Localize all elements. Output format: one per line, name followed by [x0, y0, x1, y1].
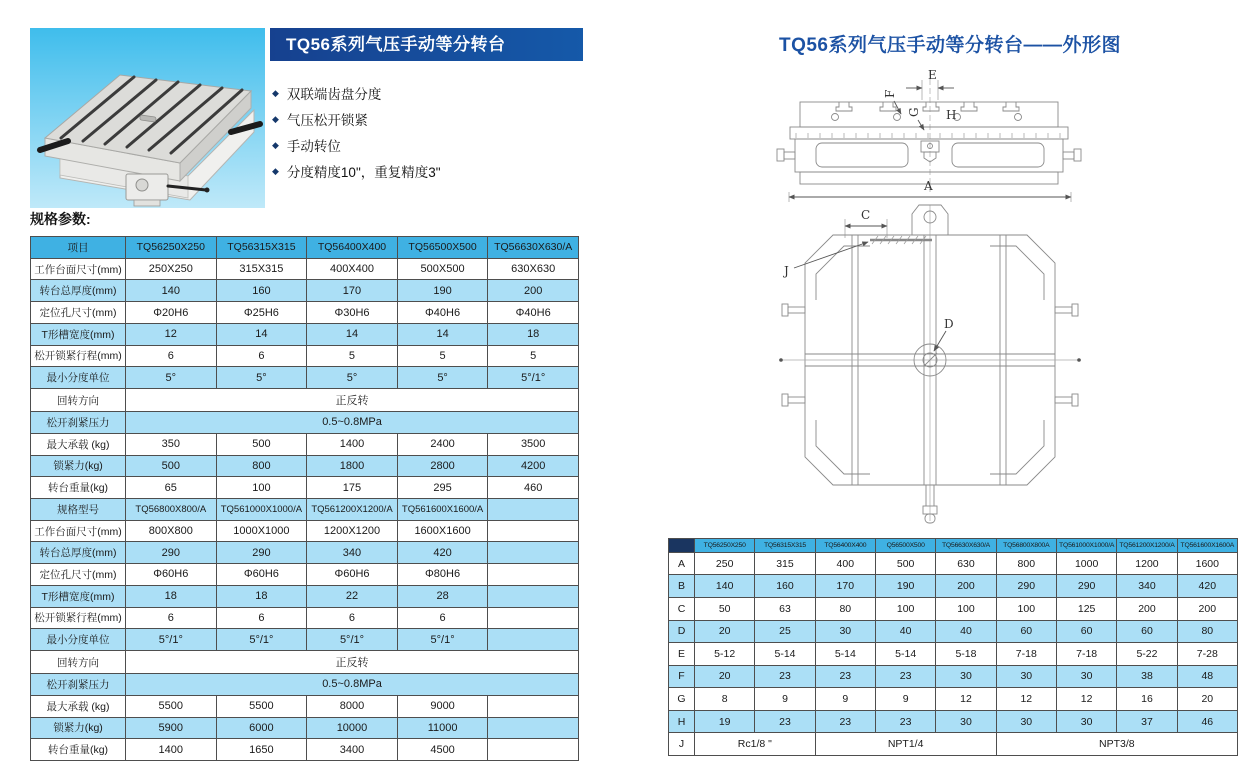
- data-cell: 28: [397, 585, 488, 607]
- header-cell: TQ561200X1200/A: [1117, 539, 1177, 553]
- data-cell: 250X250: [126, 258, 217, 280]
- data-cell: 100: [875, 598, 935, 621]
- spec-section-label: 规格参数:: [30, 211, 91, 227]
- data-cell: 800: [996, 552, 1056, 575]
- table-row: [669, 620, 1238, 643]
- outline-drawing: [735, 56, 1145, 534]
- feature-text: 手动转位: [286, 139, 341, 154]
- data-cell: 5°: [216, 367, 307, 389]
- data-cell: 2800: [397, 455, 488, 477]
- data-cell: 30: [936, 665, 996, 688]
- data-cell: 1000X1000: [216, 520, 307, 542]
- product-title: TQ56系列气压手动等分转台: [286, 35, 506, 54]
- data-cell: 63: [755, 598, 815, 621]
- table-row: [31, 717, 579, 739]
- data-cell: Φ60H6: [126, 564, 217, 586]
- data-cell: 30: [996, 665, 1056, 688]
- data-cell: 5°: [397, 367, 488, 389]
- data-cell: 7-18: [996, 643, 1056, 666]
- data-cell: Φ80H6: [397, 564, 488, 586]
- header-cell: TQ56400X400: [307, 237, 398, 259]
- data-cell: 100: [216, 477, 307, 499]
- data-cell: 340: [1117, 575, 1177, 598]
- data-cell: 100: [996, 598, 1056, 621]
- feature-text: 气压松开锁紧: [286, 113, 368, 128]
- data-cell: 1000: [1056, 552, 1116, 575]
- data-cell: 30: [996, 710, 1056, 733]
- data-cell: 9: [875, 688, 935, 711]
- data-cell: 5-14: [755, 643, 815, 666]
- data-cell: 5-12: [695, 643, 755, 666]
- table-row: [669, 733, 1238, 756]
- header-cell: TQ56400X400: [815, 539, 875, 553]
- table-row: [31, 367, 579, 389]
- row-label-cell: 松开刹紧压力: [31, 674, 126, 696]
- dim-label-E: E: [928, 68, 937, 82]
- row-label-cell: H: [669, 710, 695, 733]
- data-cell: 80: [1177, 620, 1237, 643]
- data-cell: 19: [695, 710, 755, 733]
- feature-text: 分度精度10"，重复精度3": [286, 165, 441, 180]
- data-cell: 6: [307, 607, 398, 629]
- data-cell: 30: [1056, 665, 1116, 688]
- table-row: [31, 477, 579, 499]
- table-row: [669, 688, 1238, 711]
- data-cell: 30: [1056, 710, 1116, 733]
- header-cell: TQ56315X315: [755, 539, 815, 553]
- table-row: [31, 433, 579, 455]
- data-cell: 1600X1600: [397, 520, 488, 542]
- table-row: [31, 258, 579, 280]
- table-row: [31, 389, 579, 412]
- span-cell: 0.5~0.8MPa: [126, 674, 579, 696]
- span-cell: NPT3/8: [996, 733, 1237, 756]
- data-cell: 500X500: [397, 258, 488, 280]
- data-cell: 60: [996, 620, 1056, 643]
- data-cell: 9: [815, 688, 875, 711]
- header-cell: TQ56800X800A: [996, 539, 1056, 553]
- data-cell: 5-22: [1117, 643, 1177, 666]
- data-cell: Φ60H6: [307, 564, 398, 586]
- row-label-cell: J: [669, 733, 695, 756]
- table-row: [31, 520, 579, 542]
- data-cell: 5500: [126, 695, 217, 717]
- data-cell: 23: [755, 710, 815, 733]
- data-cell: 12: [1056, 688, 1116, 711]
- data-cell: 5: [397, 345, 488, 367]
- row-label-cell: F: [669, 665, 695, 688]
- data-cell: [488, 564, 579, 586]
- data-cell: 14: [397, 323, 488, 345]
- row-label-cell: 定位孔尺寸(mm): [31, 302, 126, 324]
- row-label-cell: G: [669, 688, 695, 711]
- header-cell: TQ56315X315: [216, 237, 307, 259]
- data-cell: 290: [996, 575, 1056, 598]
- data-cell: 5-14: [815, 643, 875, 666]
- table-row: [31, 542, 579, 564]
- data-cell: [488, 607, 579, 629]
- data-cell: 48: [1177, 665, 1237, 688]
- row-label-cell: 转台重量(kg): [31, 739, 126, 761]
- table-row: [31, 345, 579, 367]
- header-cell: 项目: [31, 237, 126, 259]
- data-cell: 9: [755, 688, 815, 711]
- data-cell: [488, 739, 579, 761]
- data-cell: 160: [216, 280, 307, 302]
- data-cell: 46: [1177, 710, 1237, 733]
- row-label-cell: 规格型号: [31, 498, 126, 520]
- data-cell: 315: [755, 552, 815, 575]
- data-cell: 40: [875, 620, 935, 643]
- data-cell: TQ561600X1600/A: [397, 498, 488, 520]
- data-cell: 1800: [307, 455, 398, 477]
- data-cell: 500: [126, 455, 217, 477]
- data-cell: 2400: [397, 433, 488, 455]
- table-row: [31, 498, 579, 520]
- data-cell: [488, 695, 579, 717]
- row-label-cell: 转台总厚度(mm): [31, 542, 126, 564]
- table-row: [31, 629, 579, 651]
- row-label-cell: 最大承载 (kg): [31, 695, 126, 717]
- header-cell: TQ561600X1600A: [1177, 539, 1237, 553]
- table-row: [669, 665, 1238, 688]
- data-cell: 7-18: [1056, 643, 1116, 666]
- spec-table: [30, 236, 579, 761]
- data-cell: 420: [1177, 575, 1237, 598]
- data-cell: 18: [126, 585, 217, 607]
- dimension-table: [668, 538, 1238, 756]
- span-cell: 正反转: [126, 389, 579, 412]
- table-row: [31, 323, 579, 345]
- data-cell: 460: [488, 477, 579, 499]
- data-cell: 5-14: [875, 643, 935, 666]
- row-label-cell: C: [669, 598, 695, 621]
- row-label-cell: E: [669, 643, 695, 666]
- data-cell: 5°: [307, 367, 398, 389]
- data-cell: 23: [755, 665, 815, 688]
- table-row: [31, 585, 579, 607]
- diamond-bullet-icon: ◆: [272, 139, 279, 150]
- data-cell: 23: [875, 710, 935, 733]
- data-cell: 200: [488, 280, 579, 302]
- data-cell: 12: [126, 323, 217, 345]
- data-cell: 38: [1117, 665, 1177, 688]
- data-cell: 1400: [307, 433, 398, 455]
- data-cell: [488, 520, 579, 542]
- data-cell: 100: [936, 598, 996, 621]
- data-cell: 200: [1177, 598, 1237, 621]
- data-cell: 18: [488, 323, 579, 345]
- data-cell: 14: [307, 323, 398, 345]
- table-row: [31, 455, 579, 477]
- data-cell: 290: [126, 542, 217, 564]
- data-cell: TQ56800X800/A: [126, 498, 217, 520]
- data-cell: Φ20H6: [126, 302, 217, 324]
- feature-list: [272, 80, 441, 184]
- data-cell: 6000: [216, 717, 307, 739]
- data-cell: 125: [1056, 598, 1116, 621]
- table-row: [669, 552, 1238, 575]
- data-cell: 22: [307, 585, 398, 607]
- data-cell: 5°/1°: [488, 367, 579, 389]
- data-cell: 500: [875, 552, 935, 575]
- row-label-cell: T形槽宽度(mm): [31, 323, 126, 345]
- row-label-cell: 转台重量(kg): [31, 477, 126, 499]
- data-cell: Φ60H6: [216, 564, 307, 586]
- data-cell: 5°/1°: [126, 629, 217, 651]
- data-cell: 14: [216, 323, 307, 345]
- data-cell: 6: [216, 607, 307, 629]
- row-label-cell: 定位孔尺寸(mm): [31, 564, 126, 586]
- table-row: [669, 710, 1238, 733]
- diamond-bullet-icon: ◆: [272, 165, 279, 176]
- data-cell: 6: [126, 345, 217, 367]
- data-cell: 400X400: [307, 258, 398, 280]
- feature-item: [272, 106, 441, 132]
- data-cell: 250: [695, 552, 755, 575]
- data-cell: 500: [216, 433, 307, 455]
- data-cell: 5500: [216, 695, 307, 717]
- data-cell: 290: [216, 542, 307, 564]
- table-row: [31, 695, 579, 717]
- data-cell: 16: [1117, 688, 1177, 711]
- data-cell: 8: [695, 688, 755, 711]
- row-label-cell: 锁紧力(kg): [31, 455, 126, 477]
- header-cell: TQ56630X630/A: [488, 237, 579, 259]
- data-cell: 65: [126, 477, 217, 499]
- row-label-cell: 最小分度单位: [31, 629, 126, 651]
- row-label-cell: 工作台面尺寸(mm): [31, 258, 126, 280]
- dim-label-J: J: [784, 264, 789, 278]
- diamond-bullet-icon: ◆: [272, 113, 279, 124]
- data-cell: 9000: [397, 695, 488, 717]
- table-row: [31, 564, 579, 586]
- data-cell: 30: [815, 620, 875, 643]
- data-cell: 20: [1177, 688, 1237, 711]
- data-cell: 6: [216, 345, 307, 367]
- data-cell: Φ25H6: [216, 302, 307, 324]
- data-cell: 190: [397, 280, 488, 302]
- row-label-cell: D: [669, 620, 695, 643]
- data-cell: 350: [126, 433, 217, 455]
- data-cell: 140: [695, 575, 755, 598]
- data-cell: 340: [307, 542, 398, 564]
- data-cell: 30: [936, 710, 996, 733]
- data-cell: 420: [397, 542, 488, 564]
- data-cell: 170: [307, 280, 398, 302]
- row-label-cell: 回转方向: [31, 651, 126, 674]
- data-cell: 5°: [126, 367, 217, 389]
- data-cell: [488, 629, 579, 651]
- product-title-banner: [270, 28, 583, 61]
- data-cell: 11000: [397, 717, 488, 739]
- data-cell: 8000: [307, 695, 398, 717]
- data-cell: 5: [307, 345, 398, 367]
- data-cell: 3400: [307, 739, 398, 761]
- data-cell: [488, 542, 579, 564]
- table-row: [31, 674, 579, 696]
- data-cell: 295: [397, 477, 488, 499]
- header-cell: TQ56630X630/A: [936, 539, 996, 553]
- data-cell: 60: [1056, 620, 1116, 643]
- dim-label-D: D: [944, 317, 954, 331]
- data-cell: 5-18: [936, 643, 996, 666]
- table-header-row: [669, 539, 1238, 553]
- data-cell: 4500: [397, 739, 488, 761]
- header-cell: TQ561000X1000/A: [1056, 539, 1116, 553]
- data-cell: 20: [695, 665, 755, 688]
- dim-label-F: F: [883, 89, 897, 98]
- data-cell: 6: [397, 607, 488, 629]
- span-cell: 0.5~0.8MPa: [126, 412, 579, 434]
- data-cell: 630: [936, 552, 996, 575]
- row-label-cell: 松开刹紧压力: [31, 412, 126, 434]
- data-cell: 1200: [1117, 552, 1177, 575]
- table-row: [31, 739, 579, 761]
- product-photo: [30, 28, 265, 208]
- data-cell: 315X315: [216, 258, 307, 280]
- data-cell: 140: [126, 280, 217, 302]
- data-cell: 1650: [216, 739, 307, 761]
- row-label-cell: T形槽宽度(mm): [31, 585, 126, 607]
- data-cell: 5900: [126, 717, 217, 739]
- data-cell: 160: [755, 575, 815, 598]
- table-row: [31, 607, 579, 629]
- data-cell: 6: [126, 607, 217, 629]
- data-cell: Φ40H6: [397, 302, 488, 324]
- data-cell: 5°/1°: [307, 629, 398, 651]
- data-cell: 12: [936, 688, 996, 711]
- row-label-cell: 松开锁紧行程(mm): [31, 607, 126, 629]
- table-row: [31, 280, 579, 302]
- table-row: [31, 412, 579, 434]
- feature-text: 双联端齿盘分度: [286, 87, 382, 102]
- data-cell: 12: [996, 688, 1056, 711]
- row-label-cell: 转台总厚度(mm): [31, 280, 126, 302]
- data-cell: 800X800: [126, 520, 217, 542]
- data-cell: Φ40H6: [488, 302, 579, 324]
- data-cell: TQ561000X1000/A: [216, 498, 307, 520]
- span-cell: 正反转: [126, 651, 579, 674]
- data-cell: [488, 717, 579, 739]
- data-cell: 1400: [126, 739, 217, 761]
- data-cell: 60: [1117, 620, 1177, 643]
- header-cell: TQ56250X250: [695, 539, 755, 553]
- data-cell: 37: [1117, 710, 1177, 733]
- dim-label-H: H: [946, 108, 957, 122]
- header-cell: TQ56500X500: [397, 237, 488, 259]
- data-cell: 80: [815, 598, 875, 621]
- table-row: [669, 575, 1238, 598]
- data-cell: 400: [815, 552, 875, 575]
- dim-label-C: C: [861, 208, 871, 222]
- data-cell: 23: [815, 710, 875, 733]
- data-cell: 18: [216, 585, 307, 607]
- data-cell: 50: [695, 598, 755, 621]
- data-cell: 5°/1°: [216, 629, 307, 651]
- data-cell: 4200: [488, 455, 579, 477]
- data-cell: 23: [815, 665, 875, 688]
- outline-title: TQ56系列气压手动等分转台——外形图: [778, 35, 1122, 56]
- row-label-cell: 松开锁紧行程(mm): [31, 345, 126, 367]
- table-row: [669, 598, 1238, 621]
- table-header-row: [31, 237, 579, 259]
- data-cell: 3500: [488, 433, 579, 455]
- span-cell: Rc1/8 ": [695, 733, 816, 756]
- span-cell: NPT1/4: [815, 733, 996, 756]
- table-row: [31, 302, 579, 324]
- header-cell: [669, 539, 695, 553]
- row-label-cell: A: [669, 552, 695, 575]
- data-cell: 175: [307, 477, 398, 499]
- data-cell: 25: [755, 620, 815, 643]
- data-cell: TQ561200X1200/A: [307, 498, 398, 520]
- data-cell: 200: [936, 575, 996, 598]
- feature-item: [272, 158, 441, 184]
- feature-item: [272, 80, 441, 106]
- data-cell: 630X630: [488, 258, 579, 280]
- header-cell: TQ56250X250: [126, 237, 217, 259]
- data-cell: 290: [1056, 575, 1116, 598]
- feature-item: [272, 132, 441, 158]
- dim-label-A: A: [924, 179, 933, 193]
- dim-label-G: G: [907, 107, 921, 117]
- row-label-cell: 最小分度单位: [31, 367, 126, 389]
- data-cell: Φ30H6: [307, 302, 398, 324]
- table-row: [31, 651, 579, 674]
- data-cell: 190: [875, 575, 935, 598]
- row-label-cell: 最大承载 (kg): [31, 433, 126, 455]
- data-cell: 40: [936, 620, 996, 643]
- table-row: [669, 643, 1238, 666]
- data-cell: 200: [1117, 598, 1177, 621]
- row-label-cell: B: [669, 575, 695, 598]
- data-cell: 5°/1°: [397, 629, 488, 651]
- data-cell: 1200X1200: [307, 520, 398, 542]
- header-cell: Q56500X500: [875, 539, 935, 553]
- data-cell: 800: [216, 455, 307, 477]
- row-label-cell: 工作台面尺寸(mm): [31, 520, 126, 542]
- data-cell: 23: [875, 665, 935, 688]
- data-cell: 170: [815, 575, 875, 598]
- data-cell: 1600: [1177, 552, 1237, 575]
- data-cell: [488, 585, 579, 607]
- data-cell: 7-28: [1177, 643, 1237, 666]
- data-cell: 10000: [307, 717, 398, 739]
- diamond-bullet-icon: ◆: [272, 87, 279, 98]
- data-cell: 5: [488, 345, 579, 367]
- data-cell: [488, 498, 579, 520]
- row-label-cell: 锁紧力(kg): [31, 717, 126, 739]
- row-label-cell: 回转方向: [31, 389, 126, 412]
- data-cell: 20: [695, 620, 755, 643]
